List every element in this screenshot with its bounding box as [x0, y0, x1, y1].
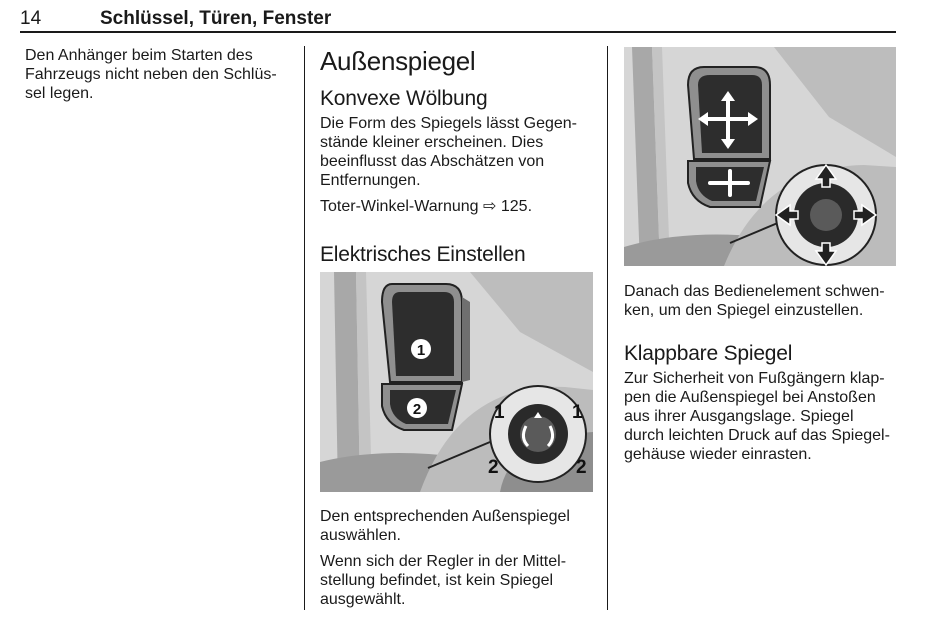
heading-konvexe-woelbung: Konvexe Wölbung — [320, 87, 488, 110]
figure-label-mirror-2: 2 — [412, 401, 422, 418]
chapter-title: Schlüssel, Türen, Fenster — [100, 8, 332, 29]
page-number: 14 — [20, 8, 42, 29]
section-title-aussenspiegel: Außenspiegel — [320, 46, 476, 76]
folding-paragraph: Zur Sicherheit von Fußgängern klap- pen die Außenspiegel bei Anstoßen aus ihrer Ausgangslage. Spiegel durch leichten Druck auf das Spiegel- gehäuse wieder einrasten. — [624, 370, 890, 463]
column-2 — [320, 46, 595, 268]
knob-label-right-2: 2 — [576, 457, 587, 478]
convex-paragraph: Die Form des Spiegels lässt Gegen- stände kleiner erscheinen. Dies beeinflusst das Abschätzen von Entfernungen. — [320, 115, 577, 189]
blind-spot-reference[interactable]: Toter-Winkel-Warnung ⇨ 125. — [320, 198, 533, 215]
column-2-lower — [320, 507, 595, 609]
column-1 — [25, 46, 290, 103]
trailer-note: Den Anhänger beim Starten des Fahrzeugs nicht neben den Schlüs- sel legen. — [25, 47, 277, 102]
column-3 — [624, 282, 896, 464]
mirror-select-figure — [320, 272, 593, 492]
header-rule — [20, 31, 896, 33]
select-mirror-instruction: Den entsprechenden Außenspiegel auswählen. — [320, 508, 570, 544]
middle-position-note: Wenn sich der Regler in der Mittel- stellung befindet, ist kein Spiegel ausgewählt. — [320, 553, 567, 608]
reference-arrow-icon: ⇨ — [483, 198, 497, 215]
column-divider-2 — [607, 46, 608, 610]
knob-label-right-1: 1 — [572, 402, 583, 423]
knob-label-left-2: 2 — [488, 457, 499, 478]
figure-label-mirror-1: 1 — [416, 342, 426, 359]
column-divider-1 — [304, 46, 305, 610]
heading-elektrisches-einstellen: Elektrisches Einstellen — [320, 243, 526, 266]
knob-label-left-1: 1 — [494, 402, 505, 423]
mirror-adjust-figure — [624, 47, 896, 266]
adjust-instruction: Danach das Bedienelement schwen- ken, um den Spiegel einzustellen. — [624, 283, 885, 319]
heading-klappbare-spiegel: Klappbare Spiegel — [624, 342, 793, 365]
page-header — [20, 6, 896, 32]
